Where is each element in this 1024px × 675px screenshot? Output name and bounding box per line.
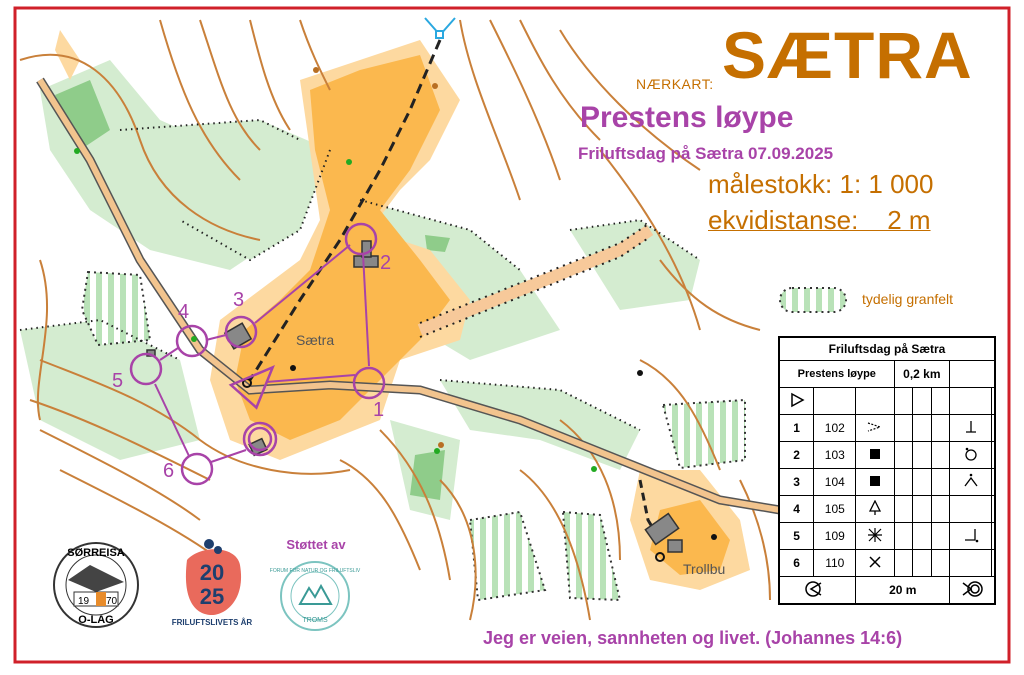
scale-text: målestokk: 1: 1 000 (708, 169, 934, 199)
contour-interval-text: ekvidistanse: 2 m (708, 205, 931, 235)
desc-control-number: 4 (780, 496, 814, 523)
finish-end-icon (950, 577, 995, 604)
control-1-label: 1 (373, 399, 385, 421)
desc-control-code: 102 (814, 415, 856, 442)
motto-text: Jeg er veien, sannheten og livet. (Johannes 14:6) (483, 628, 903, 648)
finish-distance: 20 m (856, 577, 950, 604)
sponsor-bottom-text: TROMS (302, 617, 328, 624)
desc-control-code: 105 (814, 496, 856, 523)
control-description-sheet (778, 336, 996, 605)
control-5-label: 5 (112, 370, 124, 392)
desc-control-number: 1 (780, 415, 814, 442)
sponsor-ring-text: FORUM FOR NATUR OG FRILUFTSLIV (269, 568, 361, 574)
year-badge-20: 20 (199, 560, 225, 585)
north-side-icon (950, 442, 992, 469)
legend-swatch (780, 288, 846, 312)
course-name: Prestens løype (580, 101, 794, 134)
control-4-label: 4 (178, 301, 190, 323)
finish-start-icon (780, 577, 856, 604)
road-junction-icon (950, 415, 992, 442)
desc-control-number: 3 (780, 469, 814, 496)
empty-cell (950, 550, 992, 577)
thicket-icon (856, 523, 894, 550)
year-badge-caption: FRILUFTSLIVETS ÅR (171, 618, 253, 627)
map-type-label: NÆRKART: (636, 76, 714, 92)
club-year-left: 19 (78, 596, 90, 607)
building-icon (856, 442, 894, 469)
place-trollbu: Trollbu (683, 561, 726, 577)
club-name-bottom: O-LAG (78, 614, 114, 626)
year-badge-25: 25 (199, 584, 225, 609)
tree-icon (856, 496, 894, 523)
empty-cell (950, 496, 992, 523)
sponsor-label: Støttet av (286, 537, 346, 552)
desc-title: Friluftsdag på Sætra (780, 338, 995, 361)
description-row (780, 550, 995, 577)
description-row (780, 523, 995, 550)
event-name: Friluftsdag på Sætra 07.09.2025 (578, 144, 834, 163)
map-title: SÆTRA (722, 18, 973, 92)
place-saetra: Sætra (296, 332, 335, 348)
building-icon (856, 469, 894, 496)
desc-length: 0,2 km (894, 361, 949, 388)
description-row (780, 496, 995, 523)
desc-course: Prestens løype (780, 361, 895, 388)
south-east-corner-icon (950, 523, 992, 550)
control-2-label: 2 (380, 252, 392, 274)
start-icon (780, 388, 814, 415)
north-corner-icon (950, 469, 992, 496)
club-name-top: SØRREISA (67, 547, 125, 559)
description-row (780, 469, 995, 496)
desc-control-number: 6 (780, 550, 814, 577)
description-row (780, 442, 995, 469)
club-logo (54, 543, 138, 627)
legend-label: tydelig granfelt (862, 291, 954, 307)
club-year-right: 70 (106, 596, 118, 607)
path-end-icon (856, 415, 894, 442)
control-3-label: 3 (233, 289, 245, 311)
desc-control-code: 110 (814, 550, 856, 577)
description-row (780, 415, 995, 442)
desc-control-number: 2 (780, 442, 814, 469)
control-6-label: 6 (163, 460, 175, 482)
special-item-icon (856, 550, 894, 577)
desc-control-code: 109 (814, 523, 856, 550)
desc-control-code: 104 (814, 469, 856, 496)
desc-control-number: 5 (780, 523, 814, 550)
desc-control-code: 103 (814, 442, 856, 469)
